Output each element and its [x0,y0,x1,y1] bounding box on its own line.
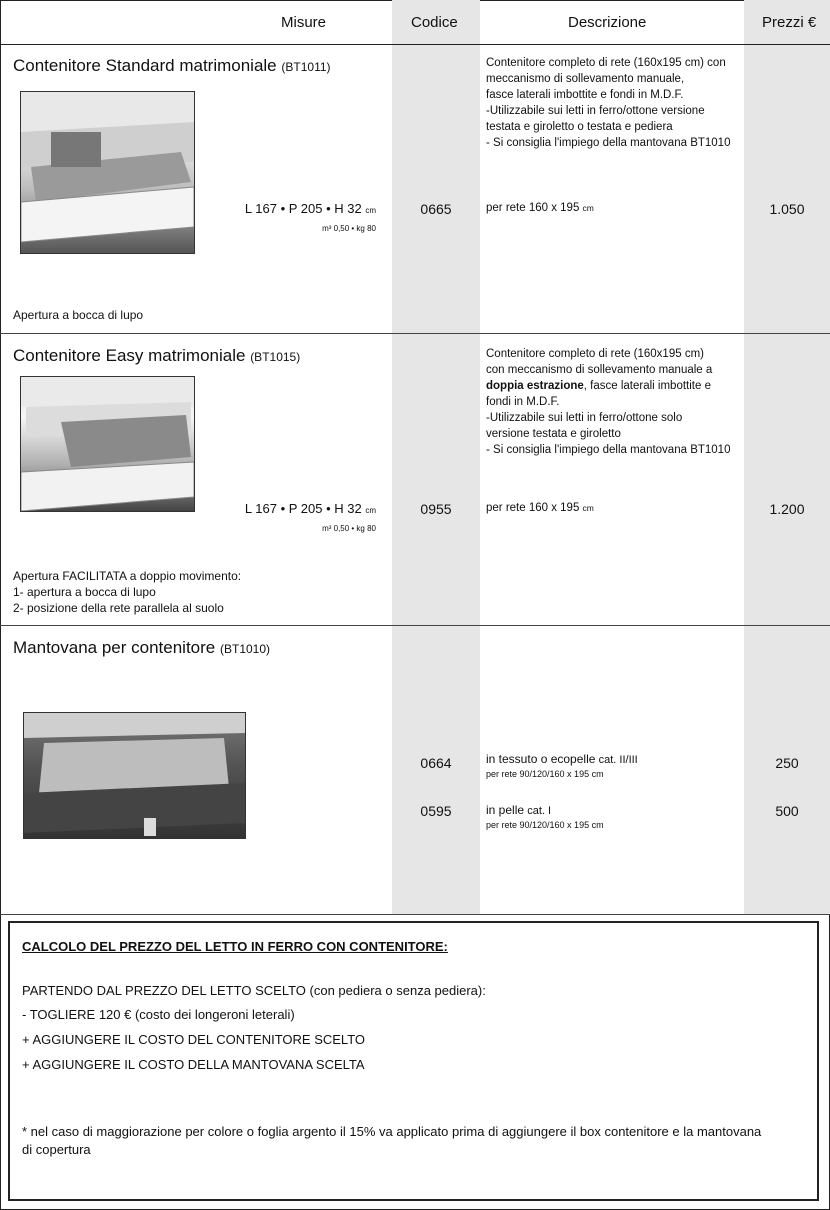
price-calculation-box [8,921,819,1201]
calc-line: - TOGLIERE 120 € (costo dei longeroni leterali) [22,1007,295,1022]
desc-standard: Contenitore completo di rete (160x195 cm) con meccanismo di sollevamento manuale, fasce laterali imbottite e fondi in M.D.F. -Utilizzabile sui letti in ferro/ottone versione testata e giroletto o testata e pediera - Si consiglia l'impiego della mantovana BT1010 [486,57,731,149]
calc-line: + AGGIUNGERE IL COSTO DELLA MANTOVANA SCELTA [22,1057,365,1072]
calc-line: PARTENDO DAL PREZZO DEL LETTO SCELTO (con pediera o senza pediera): [22,983,486,998]
rete-easy: per rete 160 x 195 cm [486,502,594,514]
header-code: Codice [411,14,458,31]
measures-standard: L 167 • P 205 • H 32 cm m³ 0,50 • kg 80 [244,201,376,233]
rete-standard: per rete 160 x 195 cm [486,202,594,214]
calc-title: CALCOLO DEL PREZZO DEL LETTO IN FERRO CON CONTENITORE: [22,939,448,954]
note-easy: Apertura FACILITATA a doppio movimento: 1- apertura a bocca di lupo 2- posizione della rete parallela al suolo [13,569,242,615]
desc-easy: Contenitore completo di rete (160x195 cm) con meccanismo di sollevamento manuale a doppia estrazione, fasce laterali imbottite e fondi in M.D.F. -Utilizzabile sui letti in ferro/ottone solo versione testata e giroletto - Si consiglia l'impiego della mantovana BT1010 [486,348,731,456]
bed-photo-easy [20,376,195,512]
row-divider [0,625,830,626]
price-mantovana-1: 250 [775,755,799,771]
price-column-shade [744,0,830,914]
product-title-standard: Contenitore Standard matrimoniale (BT1011) [13,56,331,75]
code-column-shade [392,0,480,914]
calc-note-cont: di copertura [22,1142,91,1157]
measures-easy: L 167 • P 205 • H 32 cm m³ 0,50 • kg 80 [244,501,376,533]
price-easy: 1.200 [769,501,805,517]
code-mantovana-1: 0664 [420,755,452,771]
desc-mantovana-2: in pelle cat. I per rete 90/120/160 x 195 cm [486,803,604,830]
header-description: Descrizione [568,14,647,31]
calc-note: * nel caso di maggiorazione per colore o foglia argento il 15% va applicato prima di aggiungere il box contenitore e la mantovana [22,1124,762,1139]
calc-line: + AGGIUNGERE IL COSTO DEL CONTENITORE SCELTO [22,1032,366,1047]
code-mantovana-2: 0595 [420,803,452,819]
mantovana-photo [23,712,246,839]
product-title-easy: Contenitore Easy matrimoniale (BT1015) [13,346,301,365]
header-prices: Prezzi € [762,14,817,31]
desc-mantovana-1: in tessuto o ecopelle cat. II/III per rete 90/120/160 x 195 cm [486,752,638,779]
bed-photo-standard [20,91,195,254]
price-mantovana-2: 500 [775,803,799,819]
row-divider [0,333,830,334]
row-divider [0,914,830,915]
note-standard: Apertura a bocca di lupo [13,308,144,322]
product-title-mantovana: Mantovana per contenitore (BT1010) [13,638,271,657]
code-easy: 0955 [420,501,452,517]
table-header [0,0,830,45]
code-standard: 0665 [420,201,452,217]
bed-illustration [21,92,194,253]
mantovana-illustration [24,713,245,838]
header-measures: Misure [281,14,327,31]
price-standard: 1.050 [769,201,805,217]
bed-illustration [21,377,194,511]
